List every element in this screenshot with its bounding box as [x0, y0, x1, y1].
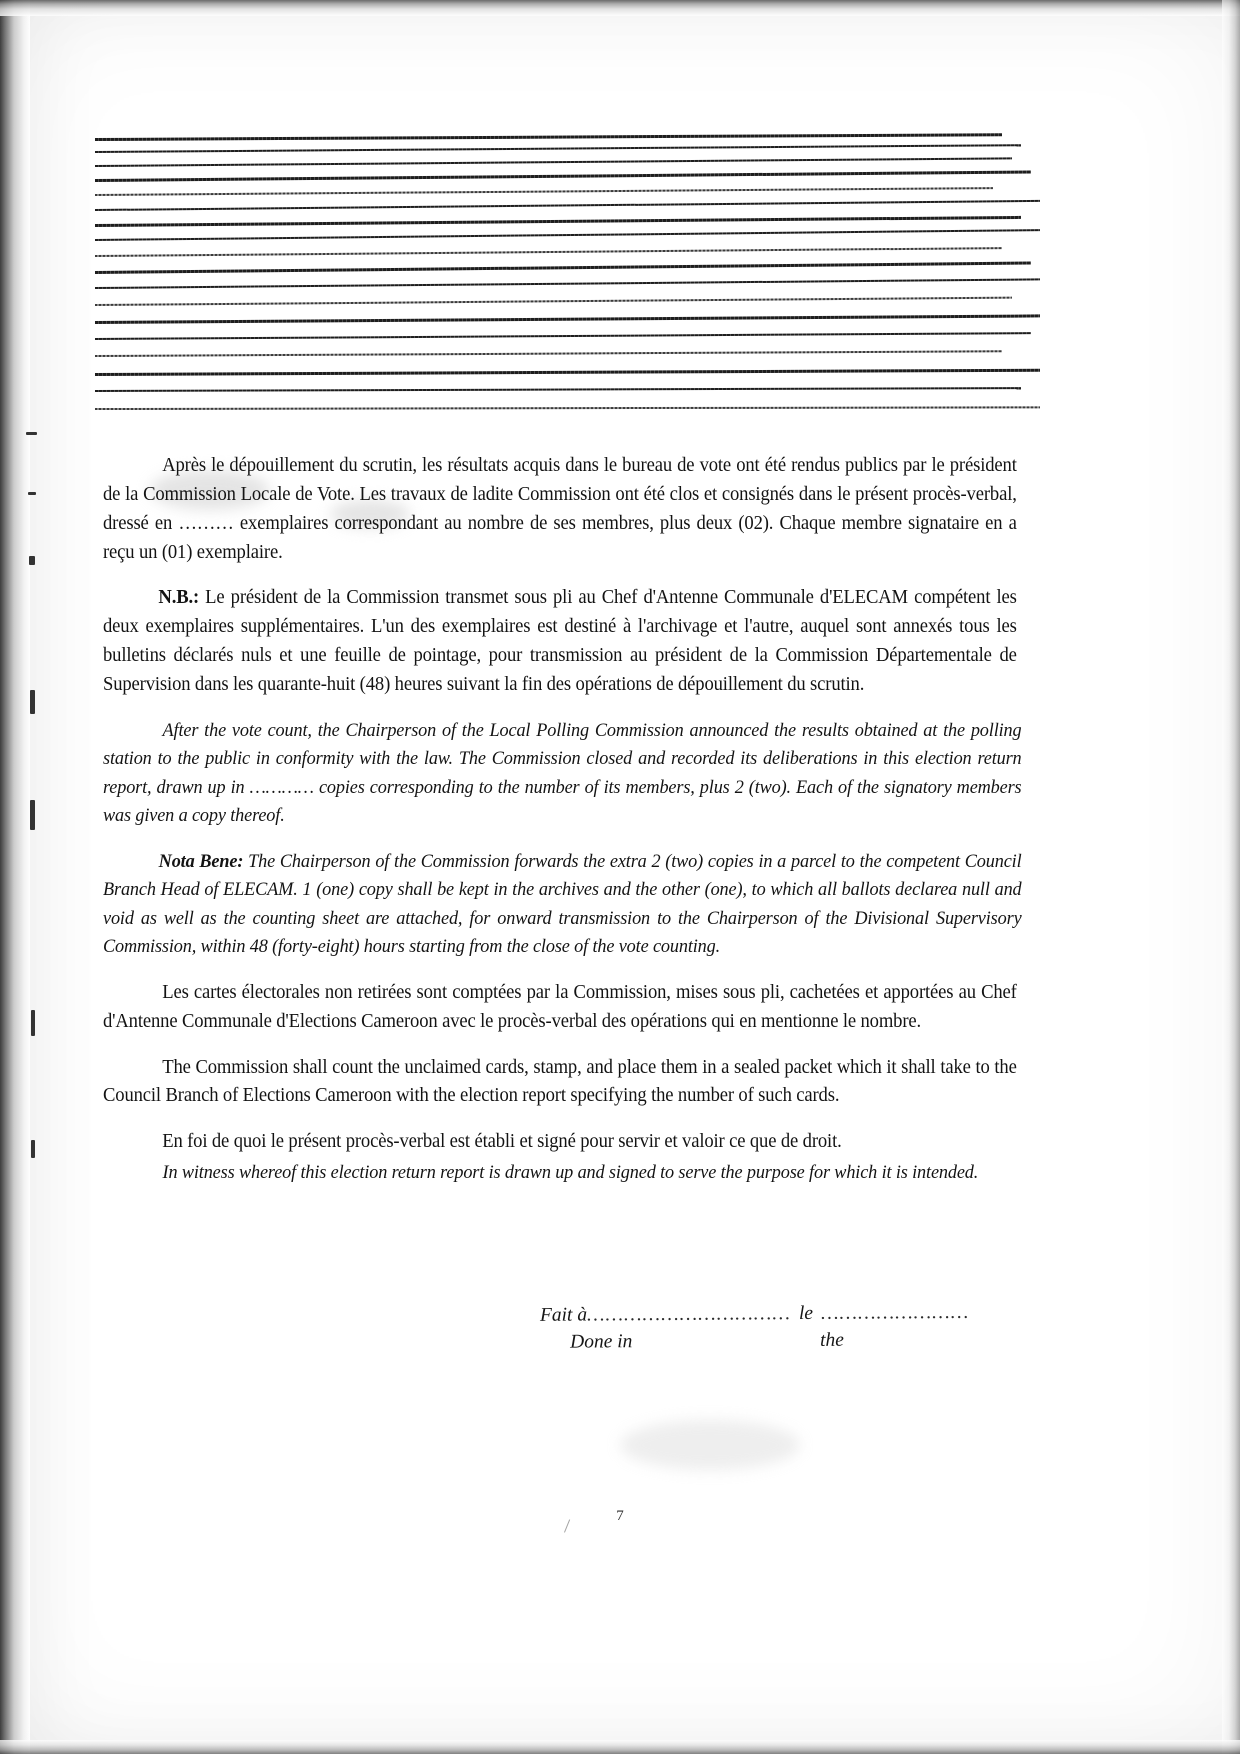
- margin-tear-mark: [26, 432, 37, 435]
- ruled-line: [95, 369, 1040, 376]
- le-fill-dots[interactable]: ……………………: [820, 1301, 970, 1324]
- margin-tear-mark: [31, 1140, 35, 1158]
- margin-tear-mark: [31, 1010, 35, 1036]
- ruled-line: [95, 262, 1031, 274]
- fait-a-fill-dots[interactable]: ……………………………: [586, 1303, 792, 1326]
- ruled-line: [95, 314, 1040, 324]
- document-body: [103, 452, 1023, 1205]
- ruled-line: [95, 157, 1012, 167]
- paragraph-nb-francais: [103, 584, 1017, 699]
- fait-a-line: [540, 1301, 1060, 1327]
- ruled-line: [95, 297, 1012, 306]
- nota-bene-label: Nota Bene:: [158, 850, 244, 872]
- ruled-line: [95, 350, 1002, 357]
- margin-tear-mark: [30, 690, 35, 714]
- paragraph-apres-depouillement: [103, 452, 1017, 567]
- done-in-label: Done in: [570, 1331, 633, 1353]
- paragraph-text: Les cartes électorales non retirées sont comptées par la Commission, mises sous pli, cachetées et apportées au Chef d'Antenne Communale d'Elections Cameroon avec le procès-verbal des opérations qui en mentionne le nombre.: [103, 981, 1017, 1032]
- scan-smudge: [620, 1420, 800, 1470]
- ruled-line: [95, 171, 1031, 182]
- margin-tear-mark: [28, 492, 36, 495]
- scan-edge-right-artifact: [1222, 0, 1240, 1754]
- paragraph-cartes-electorales: [103, 979, 1017, 1037]
- paragraph-text: En foi de quoi le présent procès-verbal est établi et signé pour servir et valoir ce que de droit.: [162, 1131, 842, 1153]
- ruled-line: [95, 200, 1040, 211]
- ruled-line: [95, 332, 1031, 340]
- paragraph-text: The Chairperson of the Commission forwards the extra 2 (two) copies in a parcel to the competent Council Branch Head of ELECAM. 1 (one) copy shall be kept in the archives and the other (one), to which all ballots declarea null and void as well as the counting sheet are attached, for onward transmission to the Chairperson of the Divisional Supervisory Commission, within 48 (forty-eight) hours starting from the close of the vote counting.: [103, 850, 1022, 958]
- paragraph-en-foi-de-quoi: [103, 1128, 1017, 1157]
- ruled-line: [95, 247, 1002, 257]
- scan-edge-bottom-artifact: [0, 1740, 1240, 1754]
- ruled-line: [95, 144, 1021, 153]
- ruled-line: [95, 133, 1002, 141]
- paragraph-after-vote-count: [103, 717, 1022, 831]
- margin-tear-mark: [30, 800, 35, 830]
- the-label: the: [820, 1329, 844, 1351]
- page-number: 7: [616, 1508, 624, 1524]
- nb-label: N.B.:: [158, 587, 200, 609]
- le-label: le: [798, 1302, 814, 1325]
- scan-edge-top-artifact: [0, 0, 1240, 16]
- paragraph-in-witness-whereof: [103, 1159, 1022, 1188]
- fait-a-label: Fait à: [539, 1304, 588, 1326]
- ruled-lines-band: [95, 138, 1040, 428]
- paragraph-text: The Commission shall count the unclaimed cards, stamp, and place them in a sealed packet which it shall take to the Council Branch of Elections Cameroon with the election report specifying the number of such cards.: [103, 1056, 1017, 1107]
- paragraph-text: In witness whereof this election return report is drawn up and signed to serve the purpose for which it is intended.: [162, 1162, 979, 1184]
- paragraph-nota-bene: [103, 848, 1022, 962]
- paragraph-text: After the vote count, the Chairperson of the Local Polling Commission announced the results obtained at the polling station to the public in conformity with the law. The Commission closed and recorded its deliberations in this election return report, drawn up in ………… copies corresponding to the number of its members, plus 2 (two). Each of the signatory members was given a copy thereof.: [103, 719, 1022, 827]
- ruled-line: [95, 216, 1021, 227]
- ruled-line: [95, 387, 1021, 392]
- signature-date-place-block: [540, 1301, 1060, 1354]
- paragraph-commission-unclaimed: [103, 1054, 1017, 1112]
- ruled-line: [95, 278, 1040, 289]
- paragraph-text: Le président de la Commission transmet sous pli au Chef d'Antenne Communale d'ELECAM compétent les deux exemplaires supplémentaires. L'un des exemplaires est destiné à l'archivage et l'autre, auquel sont annexés tous les bulletins déclarés nuls et une feuille de pointage, pour transmission au président de la Commission Départementale de Supervision dans les quarante-huit (48) heures suivant la fin des opérations de dépouillement du scrutin.: [103, 587, 1017, 696]
- ruled-line: [95, 406, 1040, 410]
- margin-tear-mark: [29, 556, 35, 565]
- paragraph-text: Après le dépouillement du scrutin, les résultats acquis dans le bureau de vote ont été rendus publics par le président de la Commission Locale de Vote. Les travaux de ladite Commission ont été clos et consignés dans le présent procès-verbal, dressé en ……… exemplaires correspondant au nombre de ses membres, plus deux (02). Chaque membre signataire en a reçu un (01) exemplaire.: [103, 455, 1017, 563]
- ruled-line: [95, 229, 1040, 241]
- scan-edge-left-artifact: [0, 0, 30, 1754]
- signature-english-sublabels: [540, 1328, 1060, 1354]
- ruled-line: [95, 187, 993, 196]
